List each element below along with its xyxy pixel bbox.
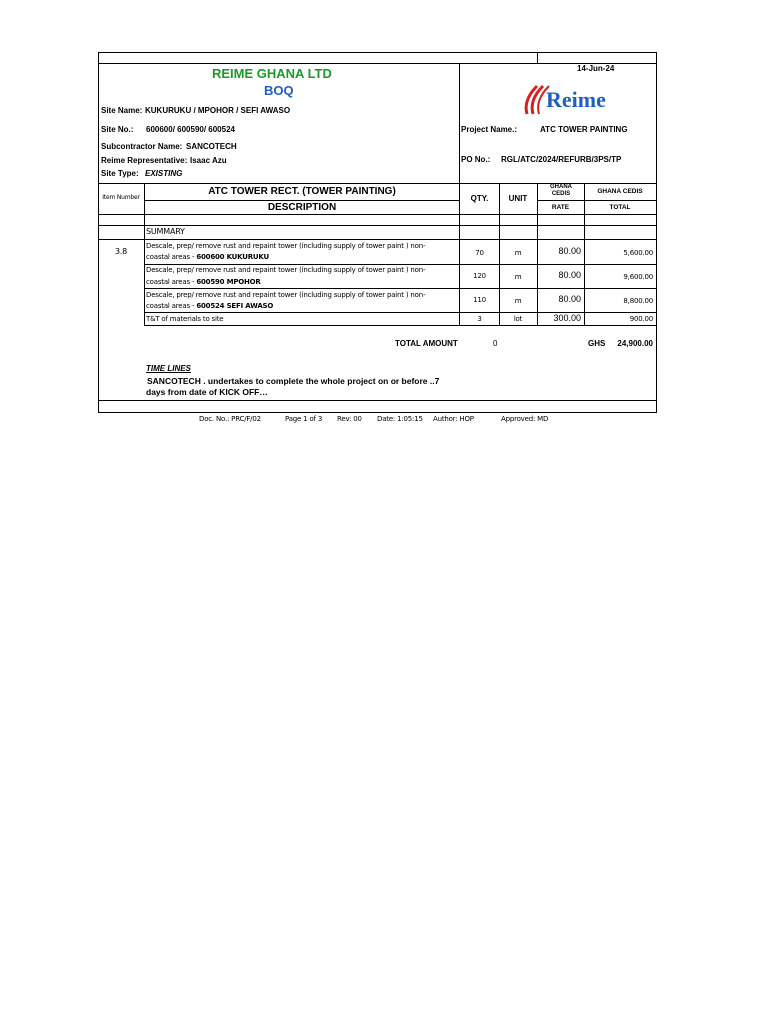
row-unit: m [514, 273, 522, 281]
footer-approved: Approved: MD [501, 415, 549, 423]
total-amount-label: TOTAL AMOUNT [395, 339, 458, 348]
row-rate: 300.00 [553, 313, 581, 323]
timelines-line1: SANCOTECH . undertakes to complete the whole project on or before ..7 [147, 376, 440, 386]
reime-logo [517, 82, 617, 118]
row-rate: 80.00 [558, 246, 581, 256]
total-amount-value: 24,900.00 [617, 339, 653, 348]
row-site-label: 600524 SEFI AWASO [196, 302, 274, 310]
table-title: ATC TOWER RECT. (TOWER PAINTING) [208, 186, 396, 197]
project-name-label: Project Name.: [461, 125, 518, 134]
row-unit: m [514, 249, 522, 257]
row-site-label: 600590 MPOHOR [196, 278, 261, 286]
total-currency-header: GHANA CEDIS [597, 188, 643, 195]
site-no-label: Site No.: [101, 125, 134, 134]
footer-rev: Rev: 00 [337, 415, 362, 423]
row-description-text: coastal areas - [146, 253, 197, 261]
row-qty: 120 [473, 272, 486, 280]
representative-label: Reime Representative: [101, 156, 188, 165]
row-qty: 3 [477, 315, 482, 323]
total-currency: GHS [588, 339, 606, 348]
row-description-line1: Descale, prep/ remove rust and repaint tower (including supply of tower paint ) non- [146, 291, 426, 299]
row-total: 8,800.00 [623, 297, 653, 305]
footer-doc-no: Doc. No.: PRC/F/02 [199, 415, 261, 423]
rate-header: RATE [551, 204, 570, 211]
item-number-header: Item Number [102, 194, 140, 201]
total-qty: 0 [493, 339, 498, 348]
item-number: 3.8 [114, 247, 128, 256]
row-unit: lot [513, 315, 523, 323]
unit-header: UNIT [508, 194, 528, 203]
company-name: REIME GHANA LTD [212, 66, 332, 81]
row-qty: 70 [475, 249, 484, 257]
timelines-line2: days from date of KICK OFF… [146, 387, 268, 397]
row-site-label: 600600 KUKURUKU [196, 253, 270, 261]
site-type-value: EXISTING [145, 169, 183, 178]
row-description-text: coastal areas - [146, 302, 197, 310]
footer-page: Page 1 of 3 [285, 415, 323, 423]
rate-currency-header: GHANA CEDIS [550, 184, 572, 197]
date: 14-Jun-24 [577, 64, 615, 73]
doc-type-title: BOQ [264, 83, 294, 98]
total-header: TOTAL [609, 204, 631, 211]
row-description-line2 [146, 277, 261, 287]
summary-label: SUMMARY [146, 227, 185, 236]
qty-header: QTY. [470, 194, 489, 203]
row-description-line2 [146, 252, 269, 262]
row-unit: m [514, 297, 522, 305]
row-total: 900.00 [629, 315, 653, 323]
row-description-line2 [146, 301, 273, 311]
row-description-text: coastal areas - [146, 278, 197, 286]
row-description-line1: T&T of materials to site [146, 315, 224, 323]
description-header: DESCRIPTION [267, 202, 337, 213]
row-total: 5,600.00 [623, 249, 653, 257]
footer-author: Author: HOP [433, 415, 474, 423]
po-no-value: RGL/ATC/2024/REFURB/3PS/TP [501, 155, 622, 164]
subcontractor-value: SANCOTECH [186, 142, 237, 151]
row-description-line1: Descale, prep/ remove rust and repaint tower (including supply of tower paint ) non- [146, 266, 426, 274]
representative-value: Isaac Azu [190, 156, 227, 165]
site-type-label: Site Type: [101, 169, 139, 178]
po-no-label: PO No.: [461, 155, 491, 164]
site-no-value: 600600/ 600590/ 600524 [146, 125, 235, 134]
row-qty: 110 [473, 296, 486, 304]
row-rate: 80.00 [558, 270, 581, 280]
timelines-heading: TIME LINES [146, 364, 191, 373]
logo-text: Reime [546, 87, 606, 112]
site-name-value: KUKURUKU / MPOHOR / SEFI AWASO [145, 106, 291, 115]
project-name-value: ATC TOWER PAINTING [540, 125, 628, 134]
subcontractor-label: Subcontractor Name: [101, 142, 183, 151]
row-total: 9,600.00 [623, 273, 653, 281]
row-rate: 80.00 [558, 294, 581, 304]
site-name-label: Site Name: [101, 106, 143, 115]
footer-date: Date: 1:05:15 [377, 415, 423, 423]
row-description-line1: Descale, prep/ remove rust and repaint tower (including supply of tower paint ) non- [146, 242, 426, 250]
